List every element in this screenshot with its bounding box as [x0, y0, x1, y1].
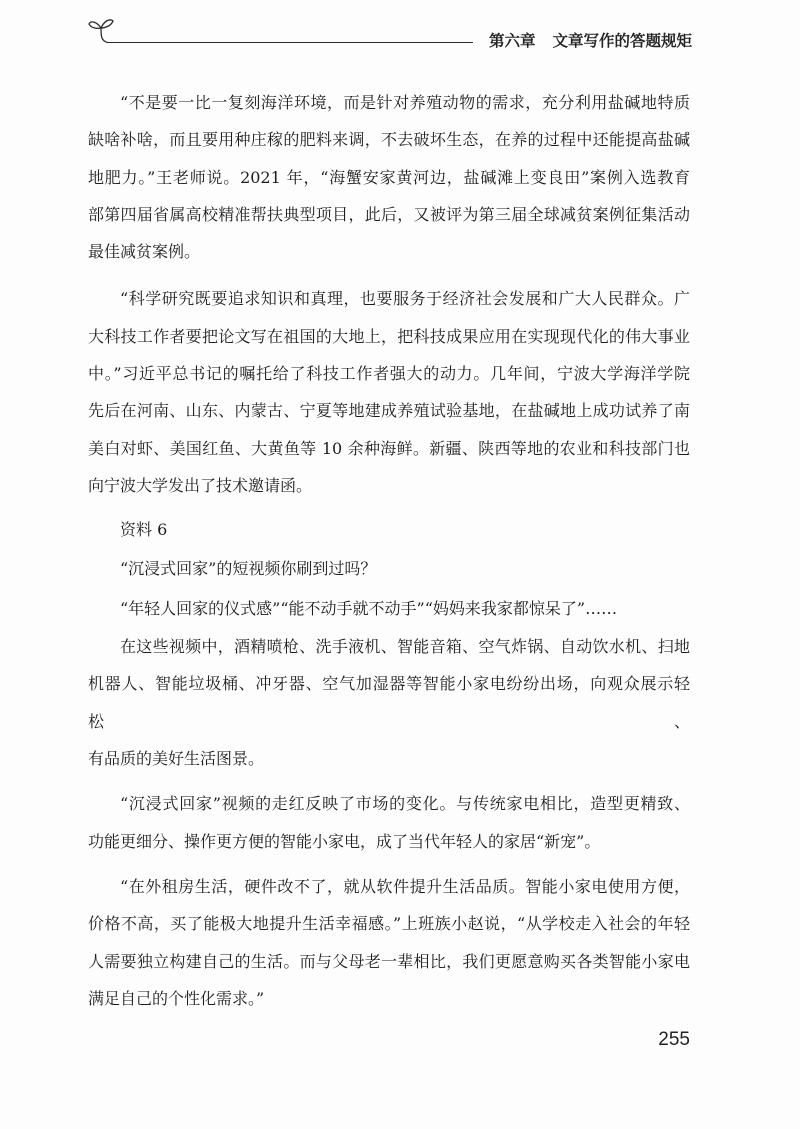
text-line: 先后在河南、山东、内蒙古、宁夏等地建成养殖试验基地，在盐碱地上成功试养了南 — [88, 401, 690, 421]
text-line: “沉浸式回家”视频的走红反映了市场的变化。与传统家电相比，造型更精致、 — [120, 794, 690, 814]
body-text — [88, 84, 690, 1017]
text-line: 资料 6 — [120, 520, 168, 540]
page-number: 255 — [658, 1029, 690, 1050]
text-line: 向宁波大学发出了技术邀请函。 — [88, 475, 313, 495]
header-text — [489, 31, 692, 51]
text-line: 缺啥补啥，而且要用种庄稼的肥料来调，不去破坏生态，在养的过程中还能提高盐碱 — [88, 130, 690, 150]
text-line: 有品质的美好生活图景。 — [88, 749, 265, 769]
paragraph — [88, 785, 690, 860]
paragraph — [88, 84, 690, 270]
text-line: “科学研究既要追求知识和真理，也要服务于经济社会发展和广大人民群众。广 — [120, 289, 690, 309]
text-line: “不是要一比一复刻海洋环境，而是针对养殖动物的需求，充分利用盐碱地特质 — [120, 93, 690, 112]
text-line: 满足自己的个性化需求。” — [88, 988, 265, 1008]
paragraph — [88, 628, 690, 777]
chapter-title: 文章写作的答题规矩 — [552, 32, 692, 50]
text-line: 最佳减贫案例。 — [88, 242, 201, 262]
text-line: 地肥力。”王老师说。2021 年，“海蟹安家黄河边，盐碱滩上变良田”案例入选教育 — [88, 167, 690, 187]
text-line: “沉浸式回家”的短视频你刷到过吗？ — [120, 558, 377, 578]
header-rule — [107, 42, 473, 43]
paragraph — [88, 550, 690, 587]
text-line: 在这些视频中，酒精喷枪、洗手液机、智能音箱、空气炸锅、自动饮水机、扫地 — [120, 637, 690, 657]
text-line: “在外租房生活，硬件改不了，就从软件提升生活品质。智能小家电使用方便， — [120, 876, 690, 896]
text-line: 中。”习近平总书记的嘱托给了科技工作者强大的动力。几年间，宁波大学海洋学院 — [88, 364, 690, 384]
text-line: 美白对虾、美国红鱼、大黄鱼等 10 余种海鲜。新疆、陕西等地的农业和科技部门也 — [88, 438, 690, 458]
paragraph — [88, 868, 690, 1017]
paragraph — [88, 280, 690, 504]
text-line: 价格不高，买了能极大地提升生活幸福感。”上班族小赵说，“从学校走入社会的年轻 — [88, 914, 690, 934]
paragraph — [88, 590, 690, 627]
text-line: 功能更细分、操作更方便的智能小家电，成了当代年轻人的家居“新宠”。 — [88, 831, 601, 851]
material-label — [88, 511, 690, 548]
text-line: 机器人、智能垃圾桶、冲牙器、空气加湿器等智能小家电纷纷出场，向观众展示轻松、 — [88, 674, 690, 731]
text-line: 部第四届省属高校精准帮扶典型项目，此后，又被评为第三届全球减贫案例征集活动 — [88, 204, 690, 224]
chapter-label: 第六章 — [488, 32, 536, 50]
text-line: 人需要独立构建自己的生活。而与父母老一辈相比，我们更愿意购买各类智能小家电 — [88, 951, 690, 971]
text-line: “年轻人回家的仪式感”“能不动手就不动手”“妈妈来我家都惊呆了”…… — [120, 598, 618, 618]
text-line: 大科技工作者要把论文写在祖国的大地上，把科技成果应用在实现现代化的伟大事业 — [88, 326, 690, 346]
